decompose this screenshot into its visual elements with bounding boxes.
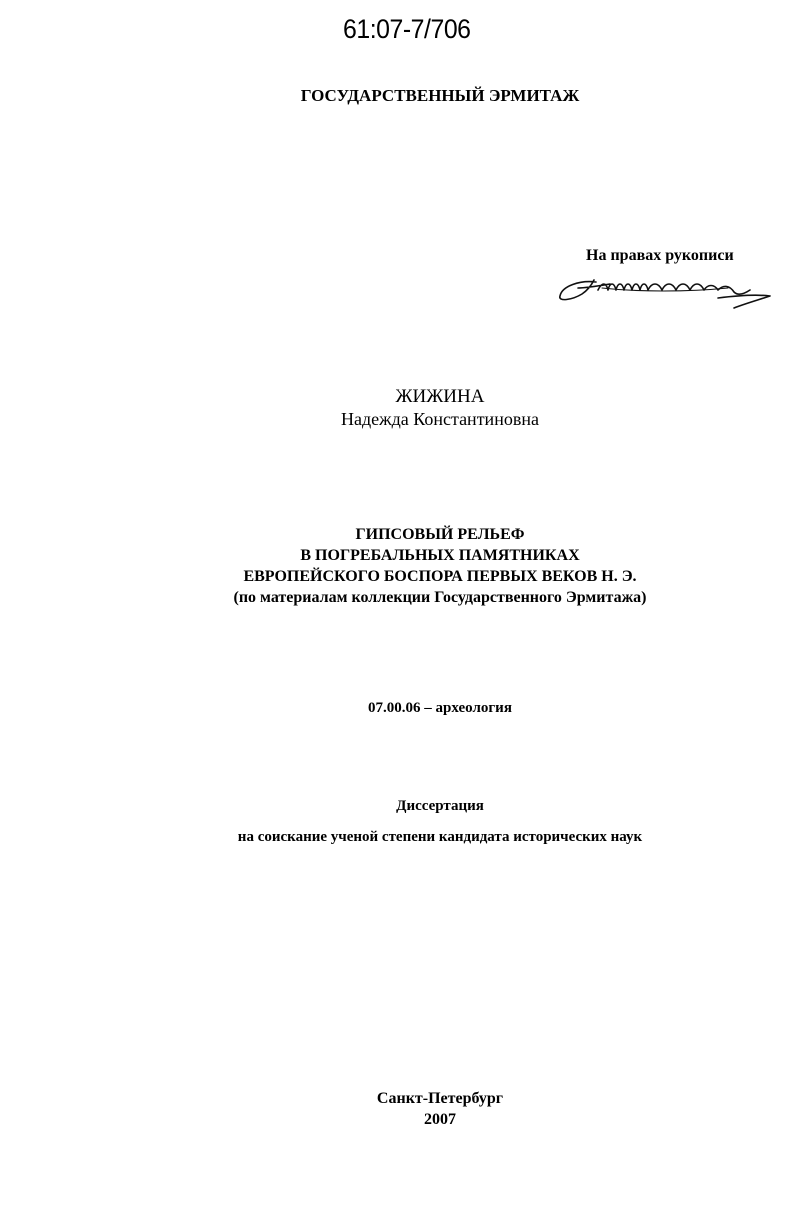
manuscript-rights-note: На правах рукописи [586, 247, 734, 264]
author-surname: ЖИЖИНА [395, 386, 485, 407]
catalog-stamp-number: 61:07-7/706 [343, 14, 471, 44]
specialty-code: 07.00.06 – археология [368, 700, 512, 716]
title-line-2: В ПОГРЕБАЛЬНЫХ ПАМЯТНИКАХ [300, 547, 580, 564]
publication-city: Санкт-Петербург [376, 1090, 504, 1107]
publication-year: 2007 [424, 1111, 456, 1128]
work-type: Диссертация [396, 798, 484, 814]
degree-statement: на соискание ученой степени кандидата исторических наук [237, 829, 643, 845]
title-line-3: ЕВРОПЕЙСКОГО БОСПОРА ПЕРВЫХ ВЕКОВ Н. Э. [243, 568, 637, 585]
institution-name: ГОСУДАРСТВЕННЫЙ ЭРМИТАЖ [300, 86, 580, 105]
title-line-1: ГИПСОВЫЙ РЕЛЬЕФ [355, 526, 525, 543]
title-subtitle: (по материалам коллекции Государственного Эрмитажа) [233, 589, 647, 606]
handwritten-signature [558, 268, 778, 318]
author-given-names: Надежда Константиновна [341, 409, 539, 429]
